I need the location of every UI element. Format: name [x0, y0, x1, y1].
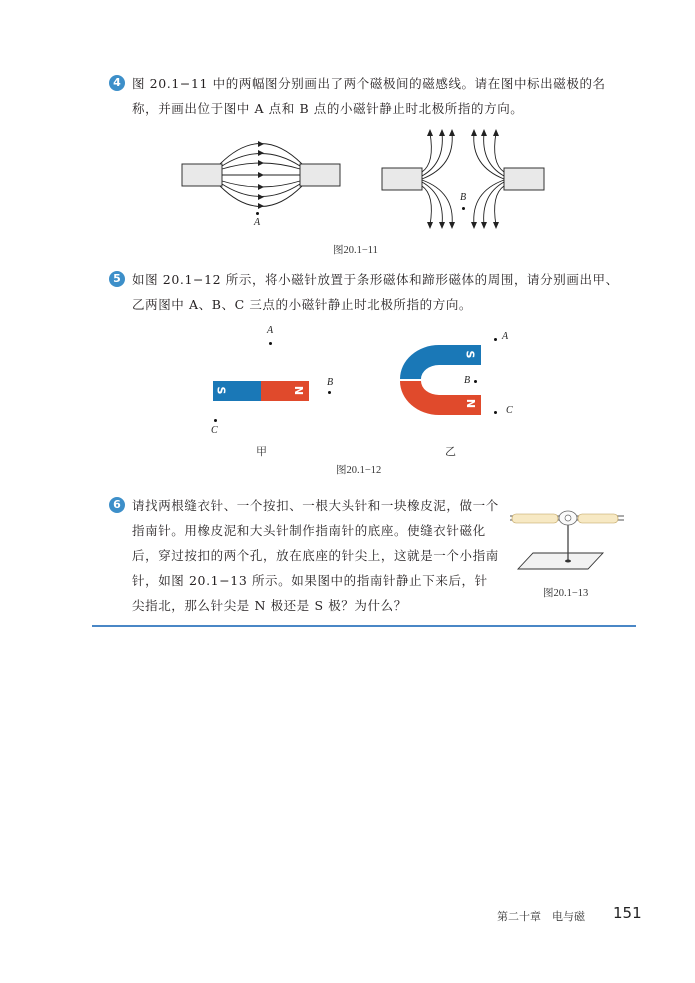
right-point-c-label: C [506, 405, 513, 416]
subfigure-label-yi: 乙 [445, 445, 456, 458]
left-point-c-label: C [211, 425, 218, 436]
question-number-badge: 5 [109, 271, 125, 287]
right-point-a-dot [494, 338, 497, 341]
question-5 [109, 267, 629, 317]
point-a-dot [256, 212, 259, 215]
page-number: 151 [613, 904, 642, 922]
horseshoe-s-label: S [463, 350, 477, 359]
point-b-label: B [460, 192, 467, 203]
question-6 [109, 493, 499, 618]
right-point-c-dot [494, 411, 497, 414]
question-text: 图 20.1−11 中的两幅图分别画出了两个磁极间的磁感线。请在图中标出磁极的名称，并画出位于图中 A 点和 B 点的小磁针静止时北极所指的方向。 [132, 76, 606, 116]
figure-like-poles [380, 128, 550, 228]
left-point-a-label: A [267, 325, 274, 336]
section-divider [92, 625, 636, 627]
right-point-b-label: B [464, 375, 471, 386]
left-point-c-dot [214, 419, 217, 422]
figure-caption-20-1-13: 图20.1−13 [543, 588, 589, 599]
subfigure-label-jia: 甲 [256, 445, 267, 458]
question-number-badge: 6 [109, 497, 125, 513]
right-point-b-dot [474, 380, 477, 383]
chapter-footer: 第二十章 电与磁 [497, 910, 585, 923]
right-point-a-label: A [502, 331, 509, 342]
figure-caption-20-1-11: 图20.1−11 [333, 245, 378, 256]
left-point-b-label: B [327, 377, 334, 388]
figure-opposite-poles [180, 135, 350, 230]
figure-caption-20-1-12: 图20.1−12 [336, 465, 382, 476]
bar-magnet-s-label: S [214, 386, 228, 395]
point-a-label: A [254, 217, 261, 228]
left-point-a-dot [269, 342, 272, 345]
homemade-compass-figure [508, 505, 628, 575]
point-b-dot [462, 207, 465, 210]
horseshoe-n-label: N [464, 398, 478, 409]
question-text: 请找两根缝衣针、一个按扣、一根大头针和一块橡皮泥，做一个指南针。用橡皮泥和大头针制作指南针的底座。使缝衣针磁化后，穿过按扣的两个孔，放在底座的针尖上，这就是一个小指南针，如图 20.1−13 所示。如果图中的指南针静止下来后，针尖指北，那么针尖是 N 极还是 S 极？为什么？ [132, 498, 499, 613]
question-number-badge: 4 [109, 75, 125, 91]
left-point-b-dot [328, 391, 331, 394]
bar-magnet-n-label: N [292, 385, 306, 396]
question-4 [109, 71, 629, 121]
question-text: 如图 20.1−12 所示，将小磁针放置于条形磁体和蹄形磁体的周围，请分别画出甲、乙两图中 A、B、C 三点的小磁针静止时北极所指的方向。 [132, 272, 619, 312]
